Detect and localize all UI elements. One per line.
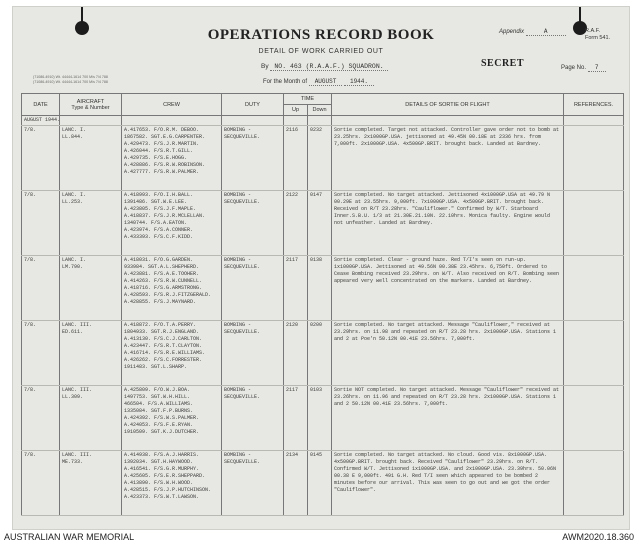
crew-cell: A.425809. F/O.W.J.BOA. 1497753. SGT.W.H.HILL. 466504. F/S.A.WILLIAMS. 1335084. SGT.F.P.BURNS. A.424392. F/S.W.S.PALMER. A.424053. F/S.F.E.RYAN. 1910509. SGT.K.J.DUTCHER. [122, 386, 222, 451]
date-cell: 7/8. [22, 191, 60, 256]
references-cell [564, 321, 624, 386]
month-cell: AUGUST 1944. [22, 116, 60, 126]
duty-cell: BOMBING - SECQUEVILLE. [222, 126, 284, 191]
time-up-cell: 2120 [284, 321, 308, 386]
duty-cell: BOMBING - SECQUEVILLE. [222, 386, 284, 451]
references-cell [564, 386, 624, 451]
secret-stamp: SECRET [481, 58, 525, 69]
crew-cell: A.418031. F/O.G.GARDEN. 933984. SGT.A.L.SHEPHERD. A.423881. F/S.A.E.TOOHER. A.414263. F/S.R.W.CUNNELL. A.418716. F/S.G.ARMSTRONG. A.428593. F/S.R.J.FITZGERALD. A.428855. F/S.J.MAYNARD. [122, 256, 222, 321]
details-cell: Sortie completed. No target attacked. Message "Cauliflower," received at 23.29hrs. on 11.98 and repeated on R/T 23.28 hrs. 2x1000GP.USA. Stations 1 and 2 at Poe'n 50.12N 00.41E 23.56hrs. 7,000ft. [332, 321, 564, 386]
archive-footer [0, 530, 640, 545]
time-up-cell: 2134 [284, 451, 308, 516]
time-down-cell: 0200 [308, 321, 332, 386]
aircraft-cell: LANC. III. LL.309. [60, 386, 122, 451]
table-row [22, 256, 624, 321]
time-up-cell: 2117 [284, 386, 308, 451]
details-cell: Sortie completed. No target attacked. Jettisoned 4x1000GP.USA at 49.79 N 00.29E at 23.55hrs. 9,000ft. 7x1000GP.USA. 4x500GP.BRIT. brought back. Received on R/T 23.28hrs. "Cauliflower." Confirmed by W/T. Starboard Inner.S.B.U. 1/3 at 21.30E.21.10N. 22.10hrs. Monica faulty. Engine would not unfeather. Landed at Bardney. [332, 191, 564, 256]
table-row [22, 126, 624, 191]
references-cell [564, 256, 624, 321]
crew-cell: A.414938. F/S.A.J.HARRIS. 1392034. SGT.H.HAYWOOD. A.416541. F/S.G.R.MURPHY. A.425605. F/S.E.R.SHEPPARD. A.413890. F/S.W.H.WOOD. A.428515. F/S.J.P.HUTCHINSON. A.423373. F/S.W.T.LAWSON. [122, 451, 222, 516]
unit-field [261, 63, 388, 71]
time-up-cell: 2117 [284, 256, 308, 321]
by-label: By [261, 63, 269, 70]
date-cell: 7/8. [22, 451, 60, 516]
duty-cell: BOMBING - SECQUEVILLE. [222, 191, 284, 256]
month-value: AUGUST [309, 78, 343, 86]
raf-label: R.A.F. [585, 28, 600, 34]
crew-cell: A.418993. F/O.I.H.BALL. 1391486. SGT.W.E.LEE. A.423805. F/S.J.F.MAPLE. A.418837. F/S.J.R.MCLELLAN. 1340744. F/S.A.EATON. A.423974. F/S.A.CONNER. A.433393. F/S.C.F.KIDD. [122, 191, 222, 256]
details-cell: Sortie completed. Target not attacked. Controller gave order not to bomb at 23.25hrs. 2x1000GP.USA. jettisoned at 49.45N 00.18E at 2336 hrs. from 7,000ft. 2x1000GP.USA. 4x500GP.BRIT. brought back. Landed at Bardney. [332, 126, 564, 191]
archive-reference: AWM2020.18.360 [562, 532, 634, 542]
date-cell: 7/8. [22, 126, 60, 191]
time-down-cell: 0138 [308, 256, 332, 321]
page-value: 7 [588, 64, 606, 72]
duty-cell: BOMBING - SECQUEVILLE. [222, 321, 284, 386]
details-cell: Sortie completed. No target attacked. No cloud. Good vis. 8x1000GP.USA. 4x500GP.BRIT. brought back. Received "Cauliflower" 23.29hrs. on R/T. Confirmed W/T. Jettisoned 1x1000GP.USA. and 2x1000GP.USA. 23.39hrs. 50.06N 00.38 E 9,000ft. 491 G.H. Red T/I seen which appeared to be bombed 2 minutes before our arrival. This was seen to go out and we got the order "Cauliflower". [332, 451, 564, 516]
form-number: Form 541. [585, 35, 611, 41]
unit-value: NO. 463 (R.A.A.F.) SQUADRON. [270, 63, 387, 71]
time-up-cell: 2122 [284, 191, 308, 256]
page-label: Page No. [561, 65, 587, 71]
date-cell: 7/8. [22, 321, 60, 386]
time-down-cell: 0103 [308, 386, 332, 451]
references-cell [564, 191, 624, 256]
table-row [22, 321, 624, 386]
column-header-date: DATE [22, 94, 60, 116]
form-title: OPERATIONS RECORD BOOK [207, 27, 435, 43]
appendix-field [499, 28, 566, 36]
time-down-cell: 0232 [308, 126, 332, 191]
details-cell: Sortie completed. Clear - ground haze. Red T/I's seen on run-up. 1x1000GP.USA. Jettisoned at 49.56N 00.38E 23.45hrs. 6,750ft. Ordered to Cease Bombing received 23.29hrs. on W/T. Also received on R/T. Bombing seen appeared very well concentrated on the markers. Landed at Bardney. [332, 256, 564, 321]
aircraft-cell: LANC. III. ME.733. [60, 451, 122, 516]
crew-cell: A.418872. F/O.T.A.PERRY. 1804933. SGT.R.J.ENGLAND. A.413130. F/S.C.J.CARLTON. A.423447. F/S.R.T.CLAYTON. A.416714. F/S.R.E.WILLIAMS. A.426262. F/S.C.FORRESTER. 1911483. SGT.L.SHARP. [122, 321, 222, 386]
column-header-duty: DUTY [222, 94, 284, 116]
month-label: For the Month of [263, 79, 308, 85]
crew-cell: A.417653. F/O.R.M. DEBOO. 1867582. SGT.E.G.CARPENTER. A.429473. F/S.J.R.MARTIN. A.426044. F/S.R.T.GILL. A.429735. F/S.E.HOGG. A.428886. F/S.R.W.ROBINSON. A.427777. F/S.R.W.PALMER. [122, 126, 222, 191]
details-cell: Sortie NOT completed. No target attacked. Message "Cauliflower" received at 23.26hrs. on 11.96 and repeated on R/T 23.28 hrs. 2x1000GP.USA. Stations 1 and 2 50.12N 00.41E 23.56hrs. 7,000ft. [332, 386, 564, 451]
aircraft-cell: LANC. III. ED.611. [60, 321, 122, 386]
table-row [22, 191, 624, 256]
references-cell [564, 451, 624, 516]
year-value: 1944. [344, 78, 374, 86]
aircraft-cell: LANC. I. LL.253. [60, 191, 122, 256]
time-up-cell: 2116 [284, 126, 308, 191]
month-field [263, 78, 374, 86]
column-header-aircraft: AIRCRAFT Type & Number [60, 94, 122, 116]
operations-table [21, 93, 624, 516]
table-row [22, 386, 624, 451]
column-header-time: TIME [284, 94, 332, 105]
record-sheet [12, 6, 630, 530]
month-row [22, 116, 624, 126]
printer-note: (71086-4910) Wt. 44444-1614 700 M/s 7/4 788 (71086-4910) Wt. 44444-1614 700 M/s 7/4 788 [33, 75, 108, 84]
time-down-cell: 0147 [308, 191, 332, 256]
appendix-label: Appendix [499, 29, 525, 35]
duty-cell: BOMBING - SECQUEVILLE. [222, 451, 284, 516]
archive-name: AUSTRALIAN WAR MEMORIAL [4, 532, 135, 542]
table-row [22, 451, 624, 516]
column-header-crew: CREW [122, 94, 222, 116]
date-cell: 7/8. [22, 386, 60, 451]
appendix-value: A [526, 28, 566, 36]
column-header-details: DETAILS OF SORTIE OR FLIGHT [332, 94, 564, 116]
time-down-cell: 0145 [308, 451, 332, 516]
aircraft-cell: LANC. I. LL.844. [60, 126, 122, 191]
page-number-field [561, 64, 606, 72]
references-cell [564, 126, 624, 191]
duty-cell: BOMBING - SECQUEVILLE. [222, 256, 284, 321]
column-header-references: REFERENCES. [564, 94, 624, 116]
column-header-up: Up [284, 105, 308, 116]
form-subtitle: DETAIL OF WORK CARRIED OUT [258, 48, 384, 55]
aircraft-cell: LANC. I. LM.790. [60, 256, 122, 321]
column-header-down: Down [308, 105, 332, 116]
form-reference [585, 28, 610, 42]
date-cell: 7/8. [22, 256, 60, 321]
